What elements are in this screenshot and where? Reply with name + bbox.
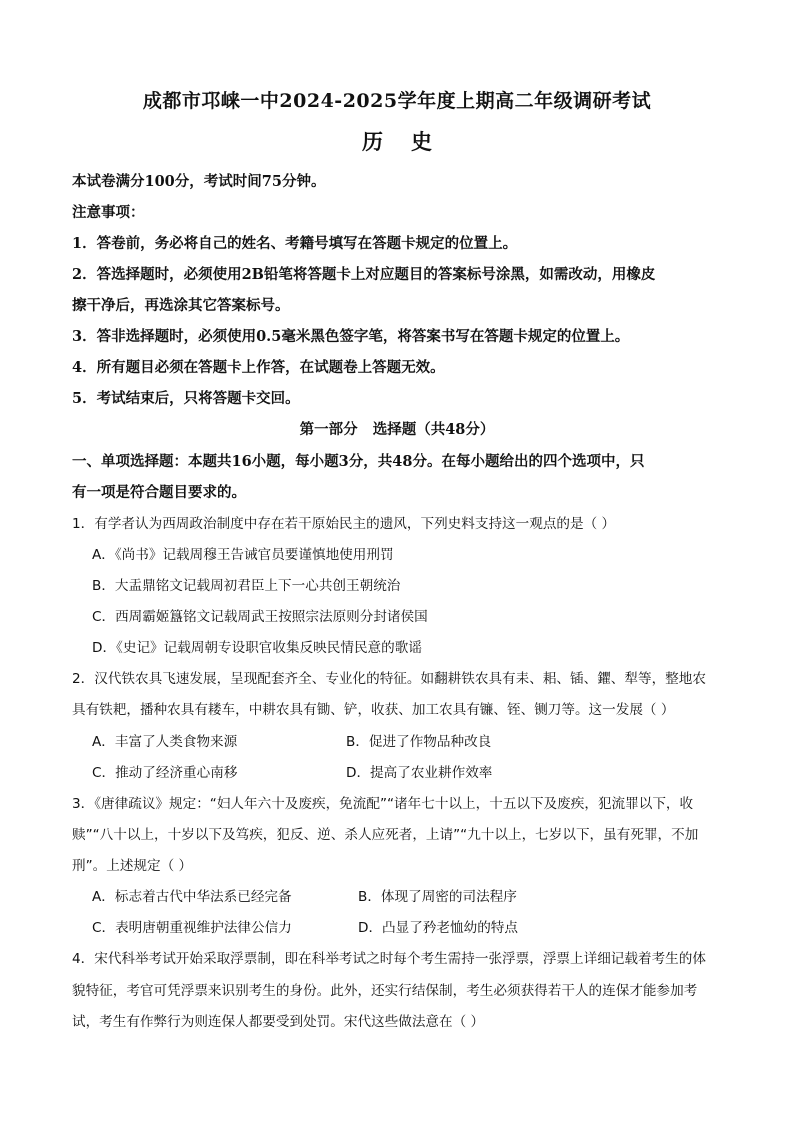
question-3-stem: 3．《唐律疏议》规定：“妇人年六十及废疾，免流配”“诸年七十以上，十五以下及废疾，犯流罪以下，收	[72, 796, 694, 812]
score-time-note: 本试卷满分100分，考试时间75分钟。	[72, 173, 326, 190]
question-1-option-a: A．《尚书》记载周穆王告诫官员要谨慎地使用刑罚	[92, 547, 394, 563]
question-1-option-c: C．西周霸姬簋铭文记载周武王按照宗法原则分封诸侯国	[92, 609, 428, 625]
section-instruction: 一、单项选择题：本题共16小题，每小题3分，共48分。在每小题给出的四个选项中，只	[72, 453, 645, 470]
question-3-option-c: C．表明唐朝重视维护法律公信力	[92, 920, 292, 936]
question-1-option-b: B．大盂鼎铭文记载周初君臣上下一心共创王朝统治	[92, 578, 401, 594]
question-1-stem: 1．有学者认为西周政治制度中存在若干原始民主的遗风，下列史料支持这一观点的是（ ）	[72, 516, 616, 532]
notice-item: 擦干净后，再选涂其它答案标号。	[72, 297, 290, 314]
exam-title: 成都市邛崃一中2024-2025学年度上期高二年级调研考试	[142, 90, 652, 112]
question-2-stem: 2．汉代铁农具飞速发展，呈现配套齐全、专业化的特征。如翻耕铁农具有耒、耜、锸、鑺、犁等，整地农	[72, 671, 706, 687]
notice-heading: 注意事项：	[72, 204, 145, 221]
question-2-option-c: C．推动了经济重心南移	[92, 765, 238, 781]
question-3-stem: 刑”。上述规定（ ）	[72, 858, 193, 874]
question-4-stem: 貌特征，考官可凭浮票来识别考生的身份。此外，还实行结保制，考生必须获得若干人的连保才能参加考	[72, 983, 698, 999]
question-2-option-a: A．丰富了人类食物来源	[92, 734, 238, 750]
question-3-option-d: D．凸显了矜老恤幼的特点	[358, 920, 518, 936]
question-3-option-b: B．体现了周密的司法程序	[358, 889, 517, 905]
exam-subject: 历史	[362, 129, 460, 154]
section-instruction: 有一项是符合题目要求的。	[72, 484, 246, 501]
question-3-stem: 赎”“八十以上，十岁以下及笃疾，犯反、逆、杀人应死者，上请”“九十以上，七岁以下，虽有死罪，不加	[72, 827, 699, 843]
part-heading: 第一部分 选择题（共48分）	[299, 421, 495, 438]
notice-item: 1．答卷前，务必将自己的姓名、考籍号填写在答题卡规定的位置上。	[72, 235, 518, 252]
question-4-stem: 试，考生有作弊行为则连保人都要受到处罚。宋代这些做法意在（ ）	[72, 1014, 485, 1030]
question-3-option-a: A．标志着古代中华法系已经完备	[92, 889, 292, 905]
notice-item: 4．所有题目必须在答题卡上作答，在试题卷上答题无效。	[72, 359, 445, 376]
notice-item: 3．答非选择题时，必须使用0.5毫米黑色签字笔，将答案书写在答题卡规定的位置上。	[72, 328, 630, 345]
question-2-stem: 具有铁耙，播种农具有耧车，中耕农具有锄、铲，收获、加工农具有镰、铚、铡刀等。这一发展（ ）	[72, 702, 675, 718]
question-2-option-b: B．促进了作物品种改良	[346, 734, 492, 750]
question-4-stem: 4．宋代科举考试开始采取浮票制，即在科举考试之时每个考生需持一张浮票，浮票上详细记载着考生的体	[72, 951, 706, 967]
question-1-option-d: D．《史记》记载周朝专设职官收集反映民情民意的歌谣	[92, 640, 422, 656]
notice-item: 5．考试结束后，只将答题卡交回。	[72, 390, 300, 407]
question-2-option-d: D．提高了农业耕作效率	[346, 765, 493, 781]
notice-item: 2．答选择题时，必须使用2B铅笔将答题卡上对应题目的答案标号涂黑，如需改动，用橡皮	[72, 266, 656, 283]
